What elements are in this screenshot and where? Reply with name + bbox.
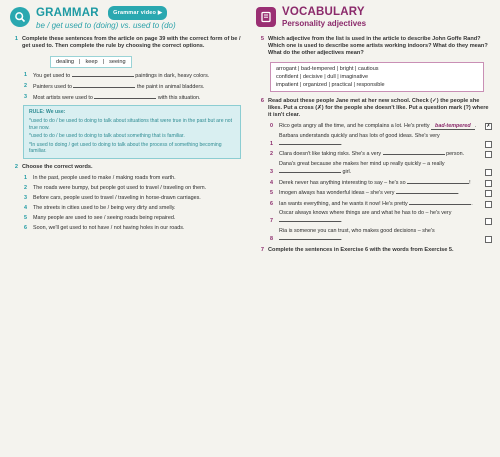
exercise-item: 4 Derek never has anything interesting to say – he's so ! [270, 179, 492, 187]
exercise-item: 4 The streets in cities used to be / being very dirty and smelly. [24, 205, 176, 212]
exercise-item: 5 Many people are used to see / seeing roads being repaired. [24, 215, 176, 222]
grammar-icon [10, 7, 30, 27]
exercise-item: 2 Clara doesn't like taking risks. She's a very person. [270, 150, 492, 158]
checkbox[interactable] [485, 169, 492, 176]
checkbox[interactable] [485, 190, 492, 197]
answer-blank[interactable] [94, 94, 156, 99]
answer-blank[interactable] [279, 235, 341, 240]
exercise-item: 7 Oscar always knows where things are and what he has to do – he's very . [270, 210, 492, 225]
grammar-subtitle: be / get used to (doing) vs. used to (do) [36, 21, 176, 30]
answer-blank[interactable] [407, 179, 469, 184]
word-box: dealing | keep | seeing [50, 56, 132, 68]
checkbox[interactable] [485, 236, 492, 243]
exercise-6: 6 Read about these people Jane met at her new school. Check (✓) the people she likes. Put a cross (✗) for the people she doesn't like. Put a question mark (?) where it isn't clear. [260, 97, 489, 119]
vocabulary-section [256, 6, 492, 457]
exercise-5: 5 Which adjective from the list is used in the article to describe John Goffe Rand? Which one is used to describe some artists working indoors? What do they mean? What do the other adjectives mean? [260, 36, 488, 57]
answer-blank[interactable] [409, 200, 471, 205]
exercise-item: 1 You get used to paintings in dark, heavy colors. [24, 72, 210, 80]
adjective-box [270, 62, 484, 92]
word-option: keep [85, 59, 98, 66]
answer-blank[interactable] [396, 189, 458, 194]
grammar-section [10, 6, 246, 457]
answer-blank[interactable] [73, 83, 135, 88]
answer-blank[interactable] [279, 217, 341, 222]
rule-label: RULE: We use: [29, 109, 66, 116]
example-answer: bad-tempered [431, 123, 475, 130]
vocabulary-header [256, 6, 492, 36]
exercise-6-items [256, 123, 492, 243]
rule-line: *used to do / be used to doing to talk about something that is familiar. [29, 133, 185, 140]
grammar-video-button[interactable]: Grammar video ▶ [108, 6, 167, 20]
exercise-item: 3 Before cars, people used to travel / traveling in horse-drawn carriages. [24, 195, 201, 202]
adjective-row: confident | decisive | dull | imaginative [276, 73, 369, 80]
exercise-item: 0 Rico gets angry all the time, and he complains a lot. He's pretty bad-tempered . ✗ [270, 123, 491, 130]
checkbox[interactable] [485, 141, 492, 148]
exercise-7: 7 Complete the sentences in Exercise 6 with the words from Exercise 5. [260, 246, 454, 253]
exercise-item: 1 Barbara understands quickly and has lots of good ideas. She's very . [270, 133, 492, 148]
exercise-item: 2 The roads were bumpy, but people got used to travel / traveling on them. [24, 185, 207, 192]
answer-blank[interactable] [279, 140, 341, 145]
answer-blank[interactable] [279, 168, 341, 173]
exercise-item: 6 Soon, we'll get used to not have / not having holes in our roads. [24, 225, 185, 232]
checkbox[interactable]: ✗ [486, 123, 491, 130]
exercise-item: 5 Imogen always has wonderful ideas – she's very . [270, 189, 492, 197]
word-option: dealing [56, 59, 75, 66]
exercise-2-items [10, 175, 246, 232]
exercise-item: 3 Dana's great because she makes her mind up really quickly – a really girl. [270, 161, 492, 176]
grammar-title: GRAMMAR [36, 7, 99, 19]
exercise-number: 1 [14, 36, 18, 42]
exercise-item: 1 In the past, people used to make / making roads from earth. [24, 175, 176, 182]
rule-line: *used to do / be used to doing to talk about situations that were true in the past but are not true now. [29, 118, 233, 131]
rule-line: *In used to doing / get used to doing to talk about the process of something becoming familiar. [29, 141, 222, 155]
exercise-item: 2 Painters used to the paint in animal bladders. [24, 83, 205, 91]
checkbox[interactable] [485, 180, 492, 187]
answer-blank[interactable] [72, 72, 134, 77]
grammar-header [10, 6, 246, 36]
exercise-2: 2 Choose the correct words. [14, 163, 93, 170]
vocabulary-subtitle: Personality adjectives [282, 19, 367, 28]
exercise-item: 3 Most artists were used to with this situation. [24, 94, 201, 102]
vocabulary-title: VOCABULARY [282, 6, 365, 18]
exercise-item: 8 Ria is someone you can trust, who makes good decisions – she's . [270, 228, 492, 243]
word-option: seeing [109, 59, 126, 66]
checkbox[interactable] [485, 151, 492, 158]
rule-box [23, 105, 241, 159]
exercise-instruction: Complete these sentences from the article on page 39 with the correct form of be / get used to. Then complete the rule by choosing the correct options. [22, 36, 241, 50]
book-icon [256, 7, 276, 27]
exercise-1 [10, 36, 246, 50]
adjective-row: arrogant | bad-tempered | bright | cautious [276, 65, 379, 72]
exercise-1-items [10, 72, 246, 102]
adjective-row: impatient | organized | practical | responsible [276, 81, 385, 88]
answer-blank[interactable] [383, 150, 445, 155]
checkbox[interactable] [485, 218, 492, 225]
checkbox[interactable] [485, 201, 492, 208]
exercise-item: 6 Ian wants everything, and he wants it now! He's pretty . [270, 200, 492, 208]
